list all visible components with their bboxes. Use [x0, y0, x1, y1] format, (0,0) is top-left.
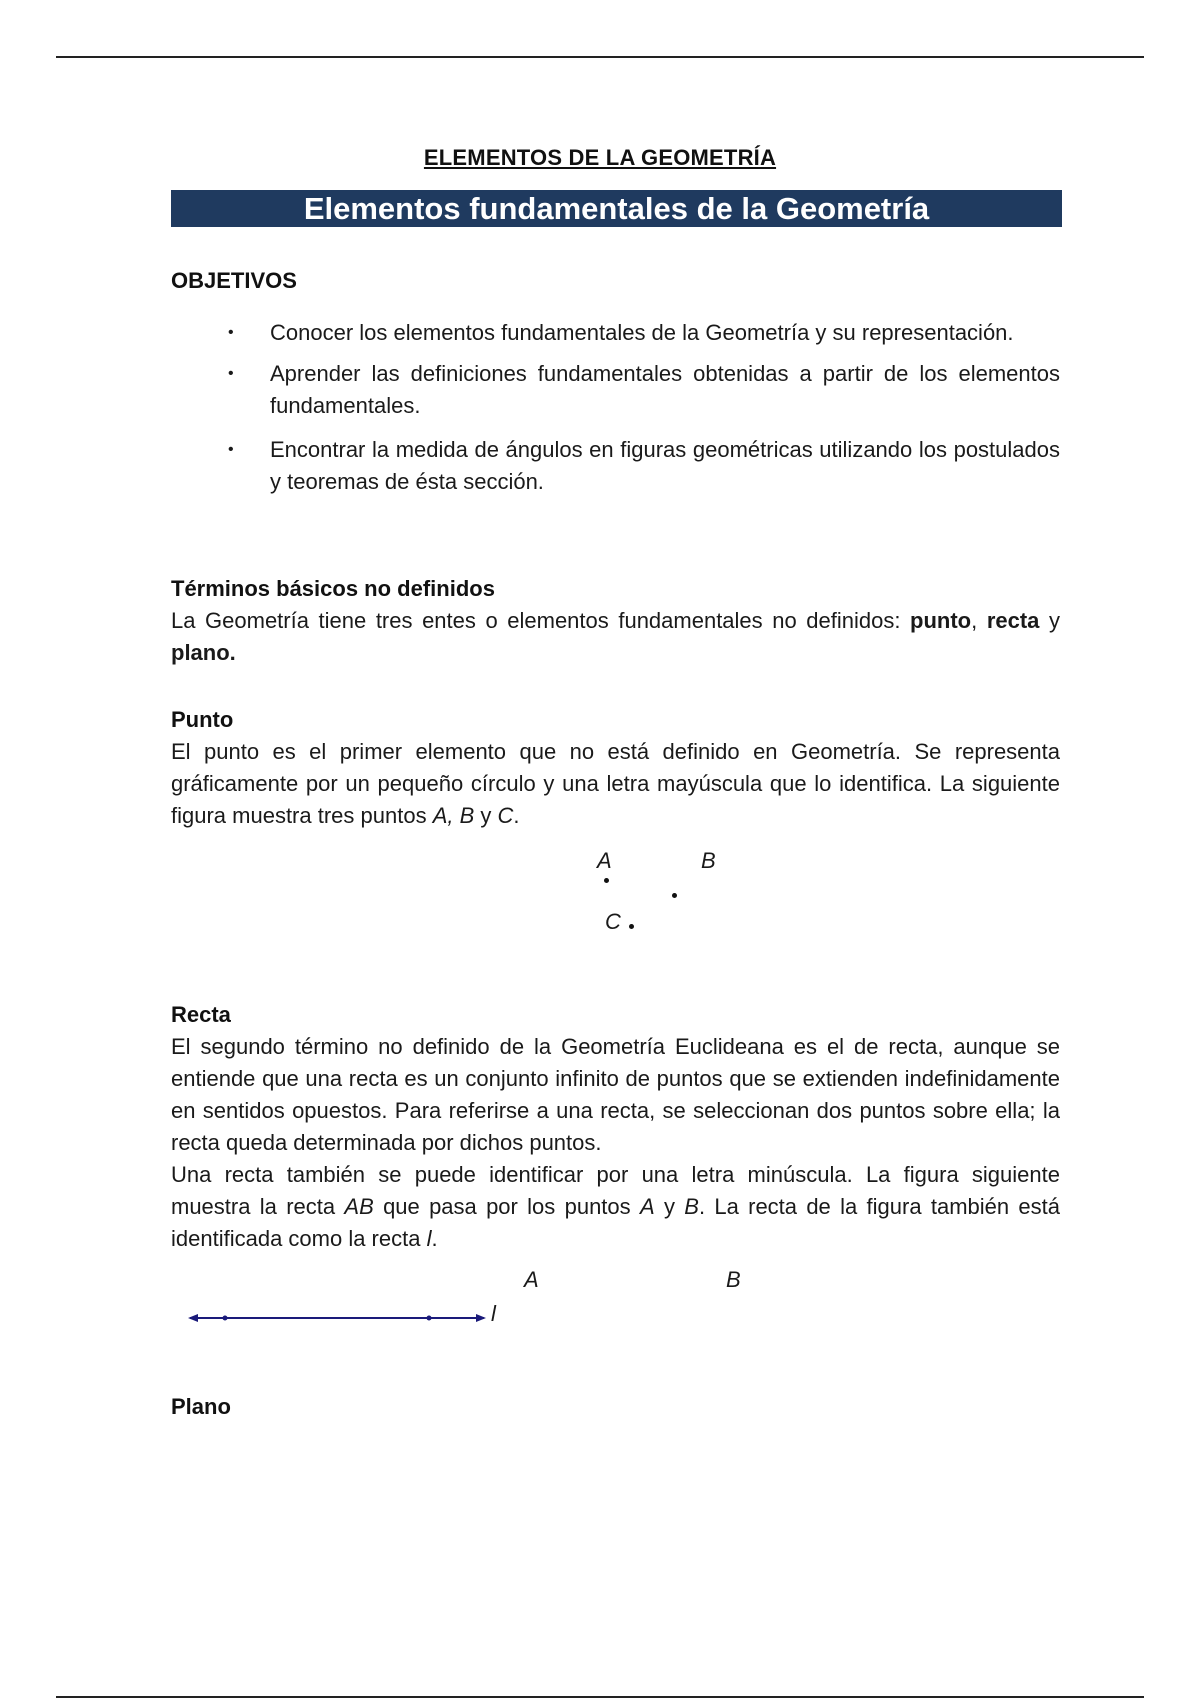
- bullet-icon: •: [228, 324, 234, 341]
- term-punto: punto: [910, 608, 972, 633]
- point-label-a: A: [597, 848, 612, 873]
- line-label-l: l: [491, 1301, 496, 1326]
- recta-point-a: A: [639, 1194, 655, 1219]
- line-point-a: [223, 1316, 228, 1321]
- objetivos-heading: OBJETIVOS: [171, 268, 297, 293]
- recta-text: Una recta también se puede identificar por una letra minúscula. La figura siguiente muestra la recta: [171, 1162, 1060, 1219]
- point-label-c: C: [605, 909, 621, 934]
- terminos-paragraph: [171, 605, 1060, 669]
- recta-text: .: [431, 1226, 438, 1251]
- arrow-right-icon: [476, 1314, 486, 1322]
- bullet-icon: •: [228, 365, 234, 382]
- line-ab-svg: [184, 1308, 494, 1328]
- plano-heading: Plano: [171, 1394, 231, 1419]
- punto-and: y: [474, 803, 498, 828]
- separator-and: y: [1039, 608, 1060, 633]
- term-recta: recta: [986, 608, 1040, 633]
- line-point-b: [427, 1316, 432, 1321]
- line-label-b: B: [726, 1267, 741, 1292]
- recta-text: que pasa por los puntos: [373, 1194, 640, 1219]
- term-plano: plano.: [171, 640, 236, 665]
- section-banner: Elementos fundamentales de la Geometría: [171, 190, 1062, 227]
- recta-text: . La recta de la figura también está identificada como la recta: [171, 1194, 1060, 1251]
- terminos-text: La Geometría tiene tres entes o elementos fundamentales no definidos:: [171, 608, 911, 633]
- recta-l: l: [426, 1226, 432, 1251]
- recta-paragraph-1: El segundo término no definido de la Geometría Euclideana es el de recta, aunque se entiende que una recta es un conjunto infinito de puntos que se extienden indefinidamente en sentidos opuestos. Para referirse a una recta, se seleccionan dos puntos sobre ella; la recta queda determinada por dichos puntos.: [171, 1034, 1060, 1155]
- recta-heading: Recta: [171, 1002, 231, 1027]
- objetivo-text: Encontrar la medida de ángulos en figuras geométricas utilizando los postulados y teoremas de ésta sección.: [270, 437, 1060, 494]
- top-rule: [56, 56, 1144, 58]
- terminos-heading: Términos básicos no definidos: [171, 576, 495, 601]
- punto-text: El punto es el primer elemento que no está definido en Geometría. Se representa gráficamente por un pequeño círculo y una letra mayúscula que lo identifica. La siguiente figura muestra tres puntos: [171, 739, 1060, 828]
- objetivo-text: Conocer los elementos fundamentales de la Geometría y su representación.: [270, 320, 1014, 345]
- point-b-dot: [672, 893, 677, 898]
- objetivos-list: [171, 317, 1060, 507]
- punto-last: C: [497, 803, 514, 828]
- bottom-rule: [56, 1696, 1144, 1698]
- recta-ab: AB: [344, 1194, 374, 1219]
- point-label-b: B: [701, 848, 716, 873]
- list-item: [171, 358, 1060, 422]
- objetivo-text: Aprender las definiciones fundamentales obtenidas a partir de los elementos fundamentales.: [270, 361, 1060, 418]
- list-item: [171, 317, 1060, 349]
- list-item: [171, 434, 1060, 498]
- recta-paragraph-2: [171, 1159, 1060, 1255]
- point-c-dot: [629, 924, 634, 929]
- point-a-dot: [604, 878, 609, 883]
- line-label-a: A: [524, 1267, 539, 1292]
- recta-point-b: B: [684, 1194, 699, 1219]
- punto-heading: Punto: [171, 707, 234, 732]
- document-title: ELEMENTOS DE LA GEOMETRÍA: [423, 145, 777, 170]
- punto-end: .: [513, 803, 520, 828]
- bullet-icon: •: [228, 441, 234, 458]
- recta-text: y: [654, 1194, 685, 1219]
- separator-comma: ,: [971, 608, 987, 633]
- punto-points: A, B: [432, 803, 475, 828]
- punto-paragraph: [171, 736, 1060, 832]
- arrow-left-icon: [188, 1314, 198, 1322]
